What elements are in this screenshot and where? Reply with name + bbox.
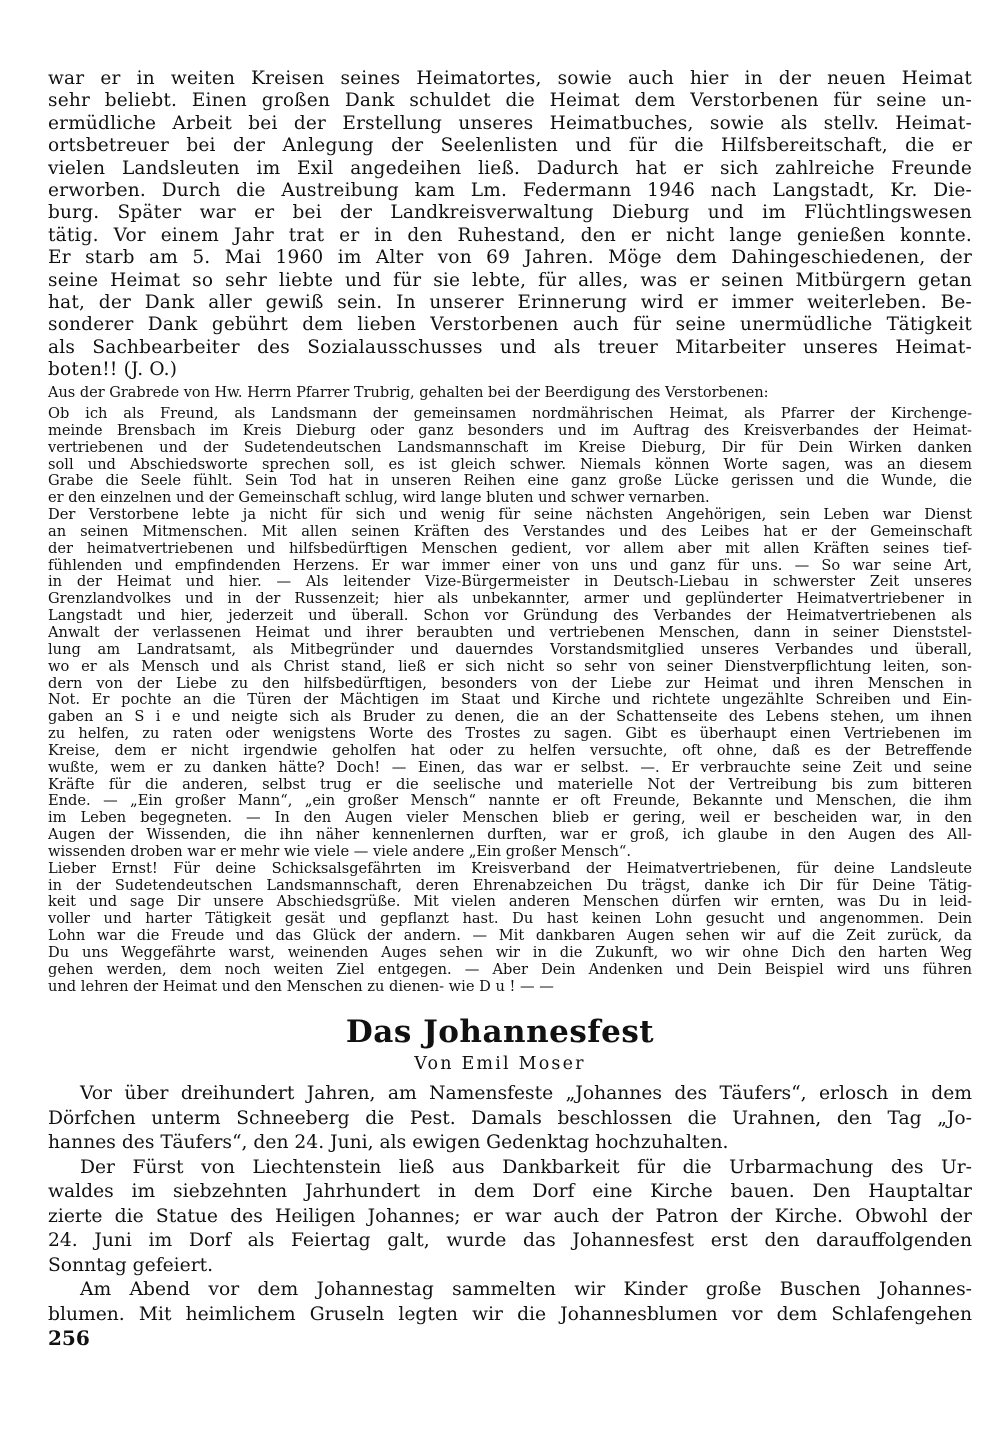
text-line: an seinen Mitmenschen. Mit allen seinen Kräften des Verstandes und des Leibes hat er der Gemeinschaft: [48, 523, 972, 540]
text-line: hat, der Dank aller gewiß sein. In unserer Erinnerung wird er immer weiterleben. Be-: [48, 292, 972, 314]
text-line: Augen der Wissenden, die ihn näher kennenlernen durften, war er groß, ich glaube in den Augen des All-: [48, 827, 972, 844]
text-line: vertriebenen und der Sudetendeutschen Landsmannschaft im Kreise Dieburg, Dir für Dein Wirken danken: [48, 439, 972, 456]
text-line: tätig. Vor einem Jahr trat er in den Ruhestand, den er nicht lange genießen konnte.: [48, 224, 972, 246]
text-line: Der Verstorbene lebte ja nicht für sich und wenig für seine nächsten Angehörigen, sein Leben war Dienst: [48, 507, 972, 524]
speech-heading: Aus der Grabrede von Hw. Herrn Pfarrer Trubrig, gehalten bei der Beerdigung des Verstorbenen:: [48, 385, 769, 401]
text-line: burg. Später war er bei der Landkreisverwaltung Dieburg und im Flüchtlingswesen: [48, 202, 972, 224]
text-line: Ob ich als Freund, als Landsmann der gemeinsamen nordmährischen Heimat, als Pfarrer der Kirchenge-: [48, 406, 972, 422]
text-line: Anwalt der verlassenen Heimat und ihrer beraubten und vertriebenen Menschen, dann in seiner Dienststel-: [48, 624, 972, 641]
text-line: seine Heimat so sehr liebte und für sie lebte, für alles, was er seinen Mitbürgern getan: [48, 269, 972, 291]
text-line: Not. Er pochte an die Türen der Mächtigen im Staat und Kirche und richtete ungezählte Schreiben und Ein-: [48, 692, 972, 709]
text-line: Sonntag gefeiert.: [48, 1254, 214, 1276]
page-number: 256: [48, 1326, 90, 1350]
text-line: der heimatvertriebenen und hilfsbedürftigen Menschen gedient, vor allem aber mit allen Kräften seines tief-: [48, 540, 972, 557]
text-line: zierte die Statue des Heiligen Johannes; er war auch der Patron der Kirche. Obwohl der: [48, 1205, 972, 1227]
text-line: lung am Landratsamt, als Mitbegründer und dauerndes Vorstandsmitglied unseres Verbandes und überall,: [48, 641, 972, 658]
text-line: soll und Abschiedsworte sprechen soll, es ist gleich schwer. Niemals können Worte sagen, was an diesem: [48, 456, 972, 473]
text-line: Grabe die Seele fühlt. Sein Tod hat in unseren Reihen eine ganz große Lücke gerissen und die Wunde, die: [48, 473, 972, 490]
text-line: voller und harter Tätigkeit gesät und gepflanzt hast. Du hast keinen Lohn gesucht und angenommen. Dein: [48, 911, 972, 928]
article-body: [48, 1082, 972, 1327]
text-line: Du uns Weggefährte warst, weinenden Auges sehen wir in die Zukunft, wo wir ohne Dich den harten Weg: [48, 945, 972, 961]
text-line: boten!! (J. O.): [48, 359, 178, 381]
text-line: sonderer Dank gebührt dem lieben Verstorbenen auch für seine unermüdliche Tätigkeit: [48, 314, 972, 336]
text-line: Vor über dreihundert Jahren, am Namensfeste „Johannes des Täufers“, erlosch in dem: [80, 1083, 972, 1104]
text-line: Lieber Ernst! Für deine Schicksalsgefährten im Kreisverband der Heimatvertriebenen, für deine Landsleute: [48, 860, 972, 877]
text-line: Am Abend vor dem Johannestag sammelten wir Kinder große Buschen Johannes-: [80, 1279, 972, 1301]
text-line: Kräfte für die anderen, selbst trug er die seelische und materielle Not der Vertreibung bis zum bitteren: [48, 776, 972, 793]
text-line: gehen werden, dem noch weiten Ziel entgegen. — Aber Dein Andenken und Dein Beispiel wird uns führen: [48, 961, 972, 978]
text-line: Langstadt und hier, jederzeit und überall. Schon vor Gründung des Verbandes der Heimatvertriebenen als: [48, 608, 972, 625]
text-line: Kreise, dem er nicht irgendwie geholfen hat oder zu helfen versuchte, oft ohne, daß es der Betreffende: [48, 742, 972, 759]
text-line: blumen. Mit heimlichem Gruseln legten wir die Johannesblumen vor dem Schlafengehen: [48, 1303, 972, 1325]
text-line: ermüdliche Arbeit bei der Erstellung unseres Heimatbuches, sowie als stellv. Heimat-: [48, 112, 972, 134]
text-line: meinde Brensbach im Kreis Dieburg oder ganz besonders und im Auftrag des Kreisverbandes der Heimat-: [48, 422, 972, 439]
text-line: keit und sage Dir unsere Abschiedsgrüße. Mit vielen anderen Menschen dürfen wir ernten, was Du in leid-: [48, 894, 972, 911]
funeral-speech: [48, 406, 972, 996]
text-line: zu helfen, zu raten oder wenigstens Worte des Trostes zu sagen. Gibt es überhaupt einen Vertriebenen im: [48, 726, 972, 743]
text-line: Grenzlandvolkes und in der Russenzeit; hier als unbekannter, armer und geplünderter Heimatvertriebener in: [48, 591, 972, 608]
text-line: Ende. — „Ein großer Mann“, „ein großer Mensch“ nannte er oft Freunde, Bekannte und Menschen, die ihm: [48, 793, 972, 810]
text-line: als Sachbearbeiter des Sozialausschusses und als treuer Mitarbeiter unseres Heimat-: [48, 336, 972, 358]
text-line: er den einzelnen und der Gemeinschaft schlug, wird lange bluten und schwer vernarben.: [48, 490, 710, 507]
text-line: dern von der Liebe zu den hilfsbedürftigen, besonders von der Liebe zur Heimat und ihren Menschen in: [48, 675, 972, 692]
text-line: gaben an S i e und neigte sich als Bruder zu denen, die an der Schattenseite des Lebens stehen, um ihnen: [48, 709, 972, 726]
text-line: ortsbetreuer bei der Anlegung der Seelenlisten und für die Hilfsbereitschaft, die er: [48, 135, 972, 157]
text-line: Dörfchen unterm Schneeberg die Pest. Damals beschlossen die Urahnen, den Tag „Jo-: [48, 1107, 972, 1129]
text-line: Der Fürst von Liechtenstein ließ aus Dankbarkeit für die Urbarmachung des Ur-: [80, 1156, 972, 1178]
text-line: Lohn war die Freude und das Glück der andern. — Mit dankbaren Augen sehen wir auf die Zeit zurück, da: [48, 928, 972, 945]
text-line: im Leben begegneten. — In den Augen vieler Menschen blieb er gering, weil er bescheiden war, in den: [48, 810, 972, 827]
article-byline: Von Emil Moser: [414, 1054, 586, 1074]
text-line: waldes im siebzehnten Jahrhundert in dem Dorf eine Kirche bauen. Den Hauptaltar: [48, 1181, 972, 1203]
text-line: Er starb am 5. Mai 1960 im Alter von 69 Jahren. Möge dem Dahingeschiedenen, der: [48, 247, 972, 269]
intro-paragraph: [48, 68, 972, 382]
text-line: 24. Juni im Dorf als Feiertag galt, wurde das Johannesfest erst den darauffolgenden: [48, 1230, 972, 1252]
text-line: fühlenden und empfindenden Herzens. Er war immer einer von uns und ganz für uns. — So war seine Art,: [48, 557, 972, 574]
text-line: in der Sudetendeutschen Landsmannschaft, deren Ehrenabzeichen Du trägst, danke ich Dir für Deine Tätig-: [48, 877, 972, 894]
text-line: wissenden droben war er mehr wie viele — viele andere „Ein großer Mensch“.: [48, 843, 632, 860]
text-line: wo er als Mensch und als Christ stand, ließ er sich nicht so sehr von seiner Dienstverpflichtung leiten, son-: [48, 658, 972, 675]
text-line: war er in weiten Kreisen seines Heimatortes, sowie auch hier in der neuen Heimat: [48, 68, 972, 89]
text-line: vielen Landsleuten im Exil angedeihen ließ. Dadurch hat er sich zahlreiche Freunde: [48, 157, 972, 179]
text-line: in der Heimat und hier. — Als leitender Vize-Bürgermeister in Deutsch-Liebau in schwerster Zeit unseres: [48, 574, 972, 591]
text-line: und lehren der Heimat und den Menschen zu dienen- wie D u ! — —: [48, 978, 554, 995]
text-line: hannes des Täufers“, den 24. Juni, als ewigen Gedenktag hochzuhalten.: [48, 1132, 729, 1154]
text-line: wußte, wem er zu danken hätte? Doch! — Einen, das war er selbst. —. Er verbrauchte seine Zeit und seine: [48, 759, 972, 776]
article-title: Das Johannesfest: [345, 1014, 655, 1050]
text-line: erworben. Durch die Austreibung kam Lm. Federmann 1946 nach Langstadt, Kr. Die-: [48, 180, 972, 202]
text-line: sehr beliebt. Einen großen Dank schuldet die Heimat dem Verstorbenen für seine un-: [48, 90, 972, 112]
